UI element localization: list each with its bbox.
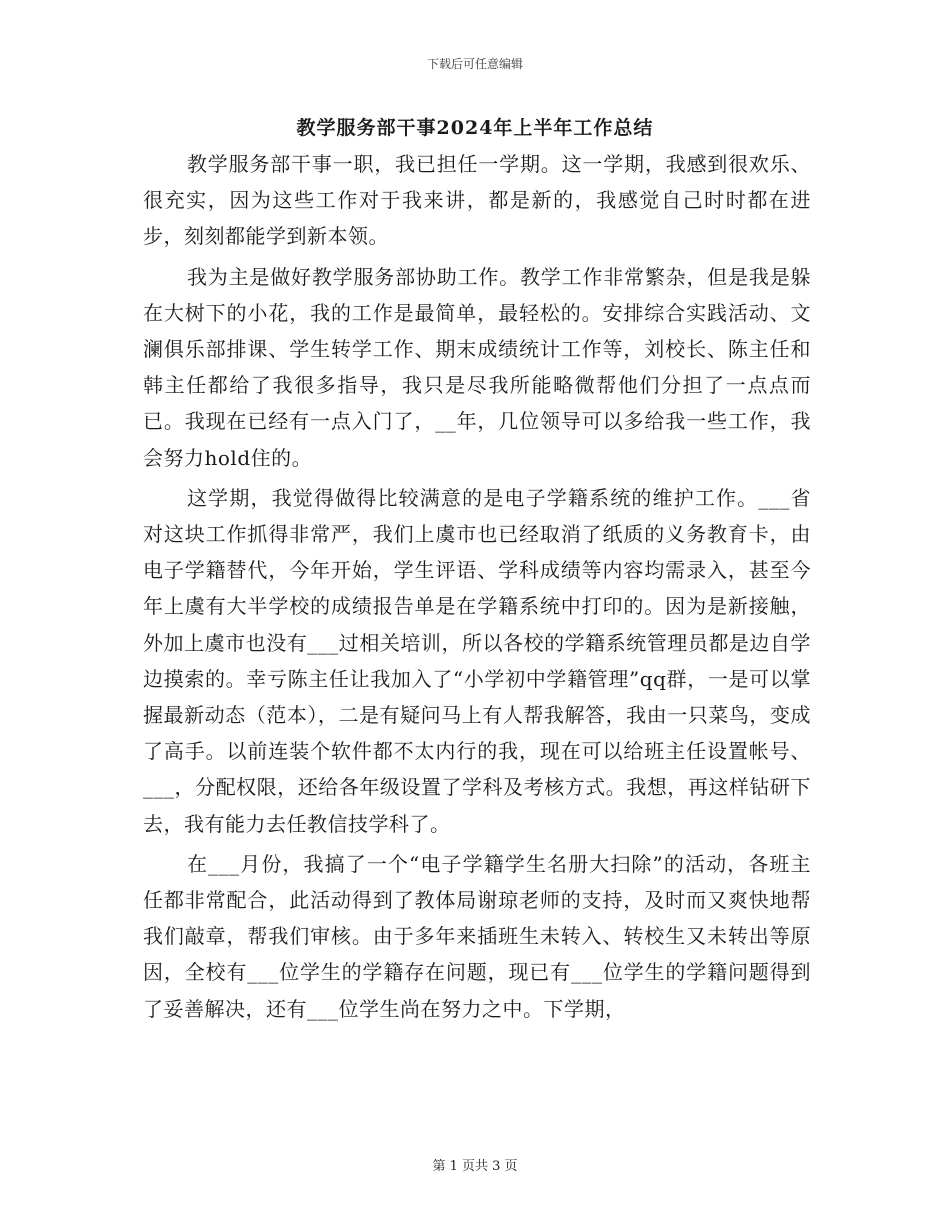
paragraph-1: 教学服务部干事一职，我已担任一学期。这一学期，我感到很欢乐、很充实，因为这些工作对于我来讲，都是新的，我感觉自己时时都在进步，刻刻都能学到新本领。: [143, 152, 811, 249]
page-number-footer: 第 1 页共 3 页: [432, 1159, 518, 1174]
document-body: [143, 146, 811, 1031]
document-title: 教学服务部干事2024年上半年工作总结: [296, 117, 654, 139]
paragraph-3: 这学期，我觉得做得比较满意的是电子学籍系统的维护工作。___省对这块工作抓得非常严，我们上虞市也已经取消了纸质的义务教育卡，由电子学籍替代，今年开始，学生评语、学科成绩等内容均需录入，甚至今年上虞有大半学校的成绩报告单是在学籍系统中打印的。因为是新接触，外加上虞市也没有___过相关培训，所以各校的学籍系统管理员都是边自学边摸索的。幸亏陈主任让我加入了“小学初中学籍管理”qq群，一是可以掌握最新动态（范本），二是有疑问马上有人帮我解答，我由一只菜鸟，变成了高手。以前连装个软件都不太内行的我，现在可以给班主任设置帐号、___，分配权限，还给各年级设置了学科及考核方式。我想，再这样钻研下去，我有能力去任教信技学科了。: [143, 485, 811, 836]
paragraph-2: 我为主是做好教学服务部协助工作。教学工作非常繁杂，但是我是躲在大树下的小花，我的工作是最简单，最轻松的。安排综合实践活动、文澜俱乐部排课、学生转学工作、期末成绩统计工作等，刘校长、陈主任和韩主任都给了我很多指导，我只是尽我所能略微帮他们分担了一点点而已。我现在已经有一点入门了，__年，几位领导可以多给我一些工作，我会努力hold住的。: [143, 264, 811, 470]
header-note: 下载后可任意编辑: [426, 57, 523, 71]
paragraph-4: 在___月份，我搞了一个“电子学籍学生名册大扫除”的活动，各班主任都非常配合，此活动得到了教体局谢琼老师的支持，及时而又爽快地帮我们敲章，帮我们审核。由于多年来插班生未转入、转校生又未转出等原因，全校有___位学生的学籍存在问题，现已有___位学生的学籍问题得到了妥善解决，还有___位学生尚在努力之中。下学期，: [143, 851, 811, 1021]
